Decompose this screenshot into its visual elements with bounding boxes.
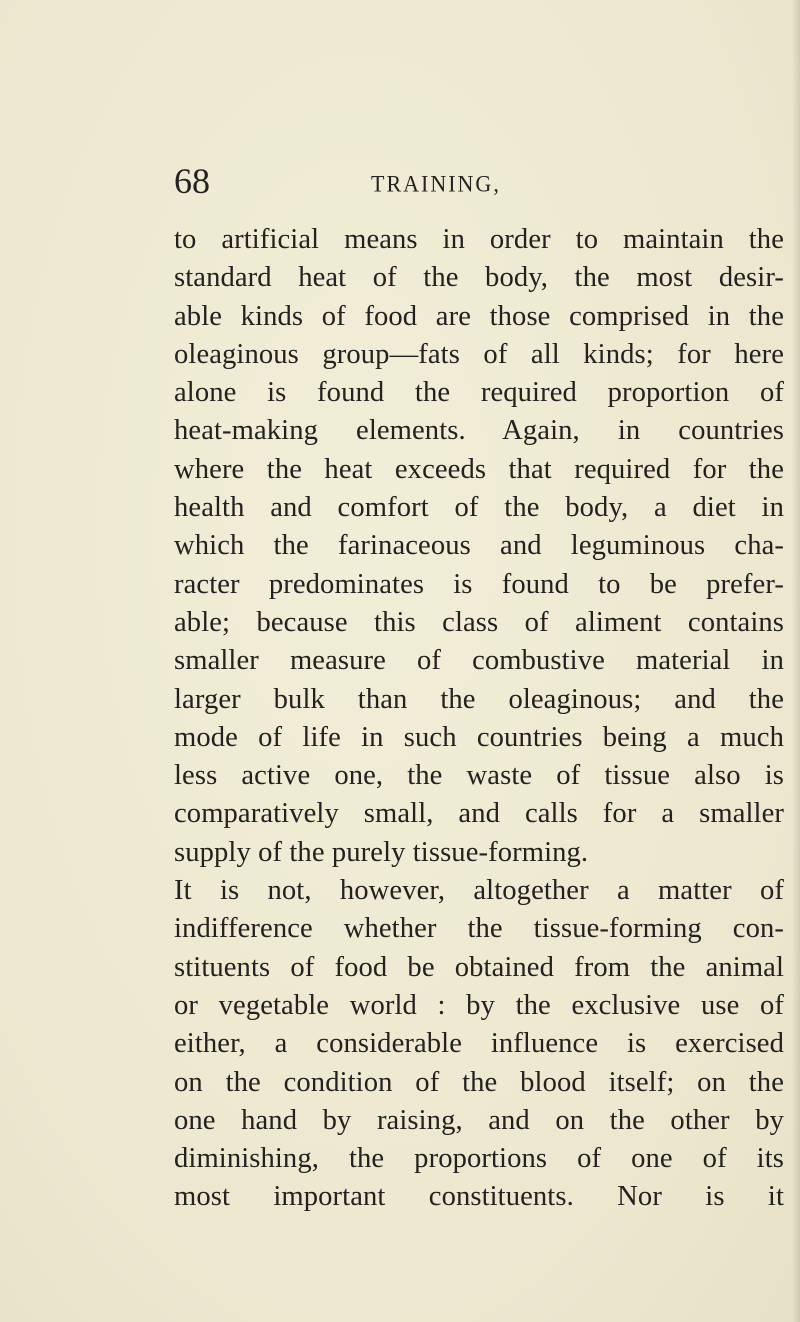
text-line: able kinds of food are those comprised in the [174, 300, 784, 332]
text-line: standard heat of the body, the most desir- [174, 262, 784, 294]
text-line: to artificial means in order to maintain the [174, 224, 784, 255]
text-line: one hand by raising, and on the other by [174, 1104, 784, 1136]
text-line: able; because this class of aliment contains [174, 606, 784, 638]
text-line: which the farinaceous and leguminous cha- [174, 530, 784, 562]
text-line: racter predominates is found to be prefer- [174, 568, 784, 600]
text-line: heat-making elements. Again, in countries [174, 415, 784, 447]
text-line: alone is found the required proportion of [174, 377, 784, 409]
page-number: 68 [174, 161, 210, 201]
text-line: less active one, the waste of tissue also is [174, 760, 784, 792]
running-head: TRAINING, [371, 170, 501, 197]
text-line: supply of the purely tissue-forming. [174, 836, 589, 868]
text-line: on the condition of the blood itself; on the [174, 1066, 784, 1098]
text-line: where the heat exceeds that required for the [174, 453, 784, 485]
text-line: most important constituents. Nor is it [174, 1181, 784, 1213]
text-line: or vegetable world : by the exclusive use of [174, 989, 784, 1021]
text-line: mode of life in such countries being a much [174, 721, 784, 753]
text-line: oleaginous group—fats of all kinds; for here [174, 338, 784, 370]
text-line: stituents of food be obtained from the animal [174, 951, 784, 983]
text-line: health and comfort of the body, a diet in [174, 492, 784, 524]
body-text [174, 221, 784, 1217]
text-line: indifference whether the tissue-forming con- [174, 913, 784, 945]
text-line: comparatively small, and calls for a smaller [174, 798, 784, 830]
text-line: It is not, however, altogether a matter of [174, 875, 784, 907]
page-header [0, 158, 800, 208]
text-line: diminishing, the proportions of one of its [174, 1143, 784, 1175]
text-line: larger bulk than the oleaginous; and the [174, 683, 784, 715]
text-line: either, a considerable influence is exercised [174, 1028, 784, 1060]
text-line: smaller measure of combustive material in [174, 645, 784, 677]
